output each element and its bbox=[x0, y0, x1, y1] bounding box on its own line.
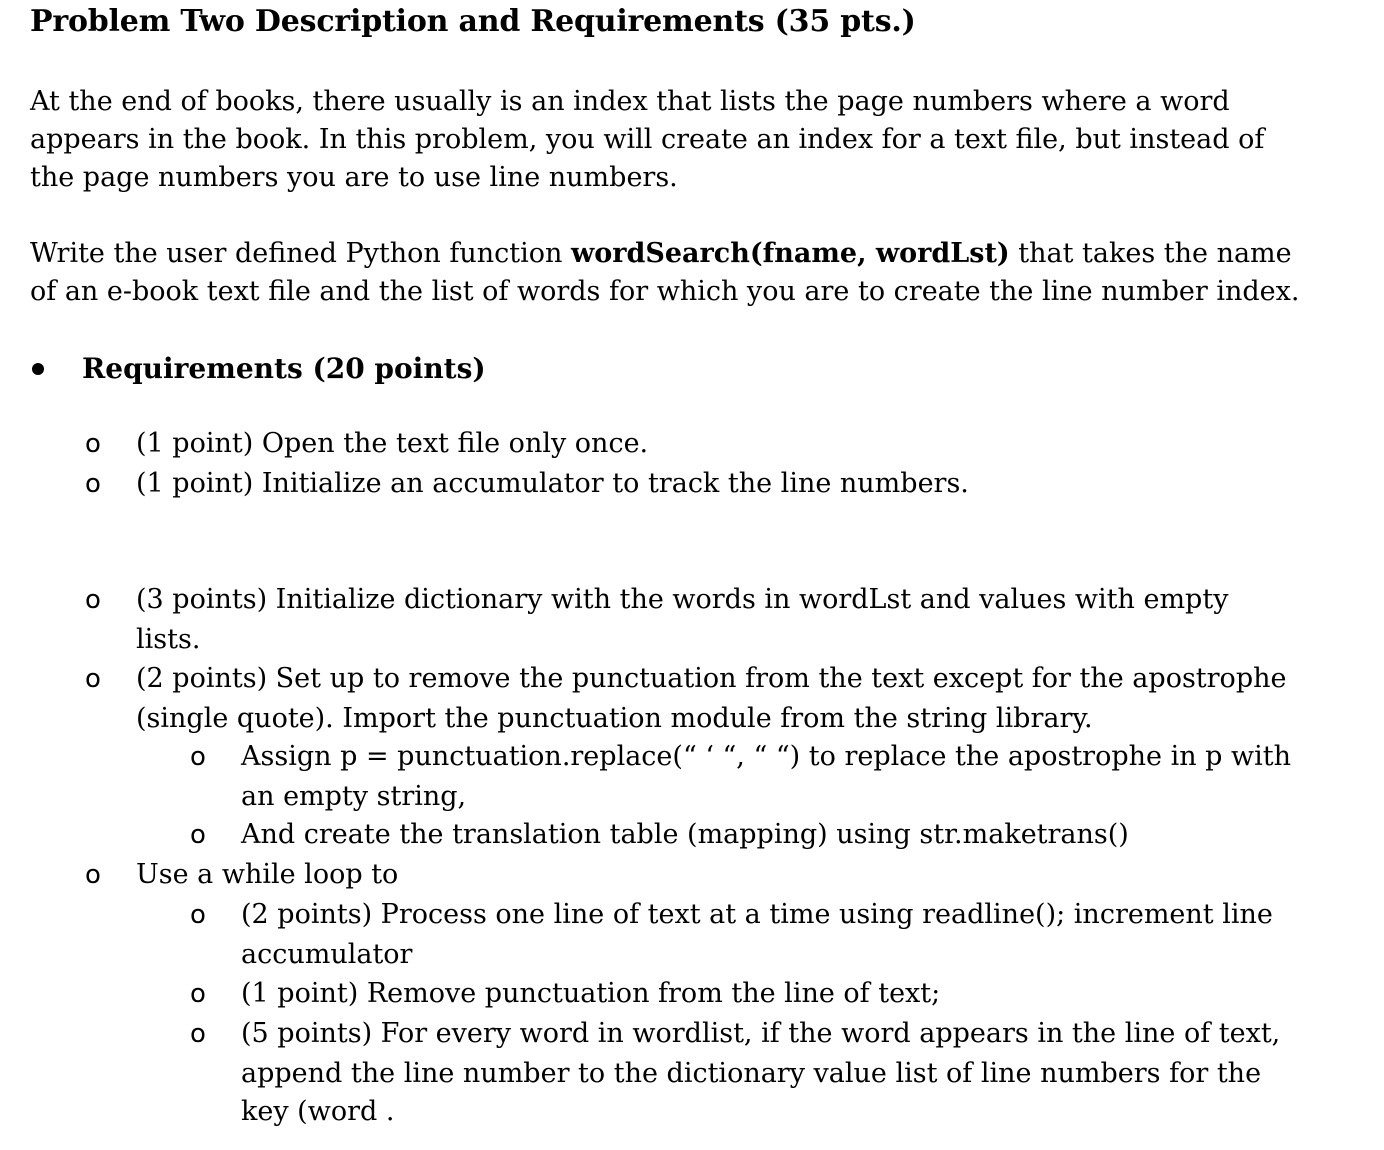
intro-line-1: At the end of books, there usually is an index that lists the page numbers where a word bbox=[30, 86, 1230, 117]
intro-line-2: appears in the book. In this problem, you will create an index for a text file, but instead of bbox=[30, 124, 1265, 155]
problem-title: Problem Two Description and Requirements (35 pts.) bbox=[30, 4, 916, 39]
requirements-heading: Requirements (20 points) bbox=[82, 352, 486, 385]
intro-line-3: the page numbers you are to use line numbers. bbox=[30, 162, 678, 193]
circle-bullet-icon: o bbox=[190, 979, 206, 1009]
write-line-2: of an e-book text file and the list of words for which you are to create the line number index. bbox=[30, 276, 1300, 307]
circle-bullet-icon: o bbox=[85, 585, 101, 615]
circle-bullet-icon: o bbox=[85, 469, 101, 499]
circle-bullet-icon: o bbox=[85, 860, 101, 890]
circle-bullet-icon: o bbox=[190, 820, 206, 850]
circle-bullet-icon: o bbox=[190, 900, 206, 930]
circle-bullet-icon: o bbox=[190, 742, 206, 772]
circle-bullet-icon: o bbox=[85, 429, 101, 459]
write-suffix: that takes the name bbox=[1009, 238, 1292, 269]
circle-bullet-icon: o bbox=[85, 664, 101, 694]
bullet-icon bbox=[32, 363, 44, 375]
write-prefix: Write the user defined Python function bbox=[30, 238, 572, 269]
write-line-1 bbox=[30, 235, 1292, 273]
circle-bullet-icon: o bbox=[190, 1019, 206, 1049]
function-signature: wordSearch(fname, wordLst) bbox=[571, 238, 1010, 269]
